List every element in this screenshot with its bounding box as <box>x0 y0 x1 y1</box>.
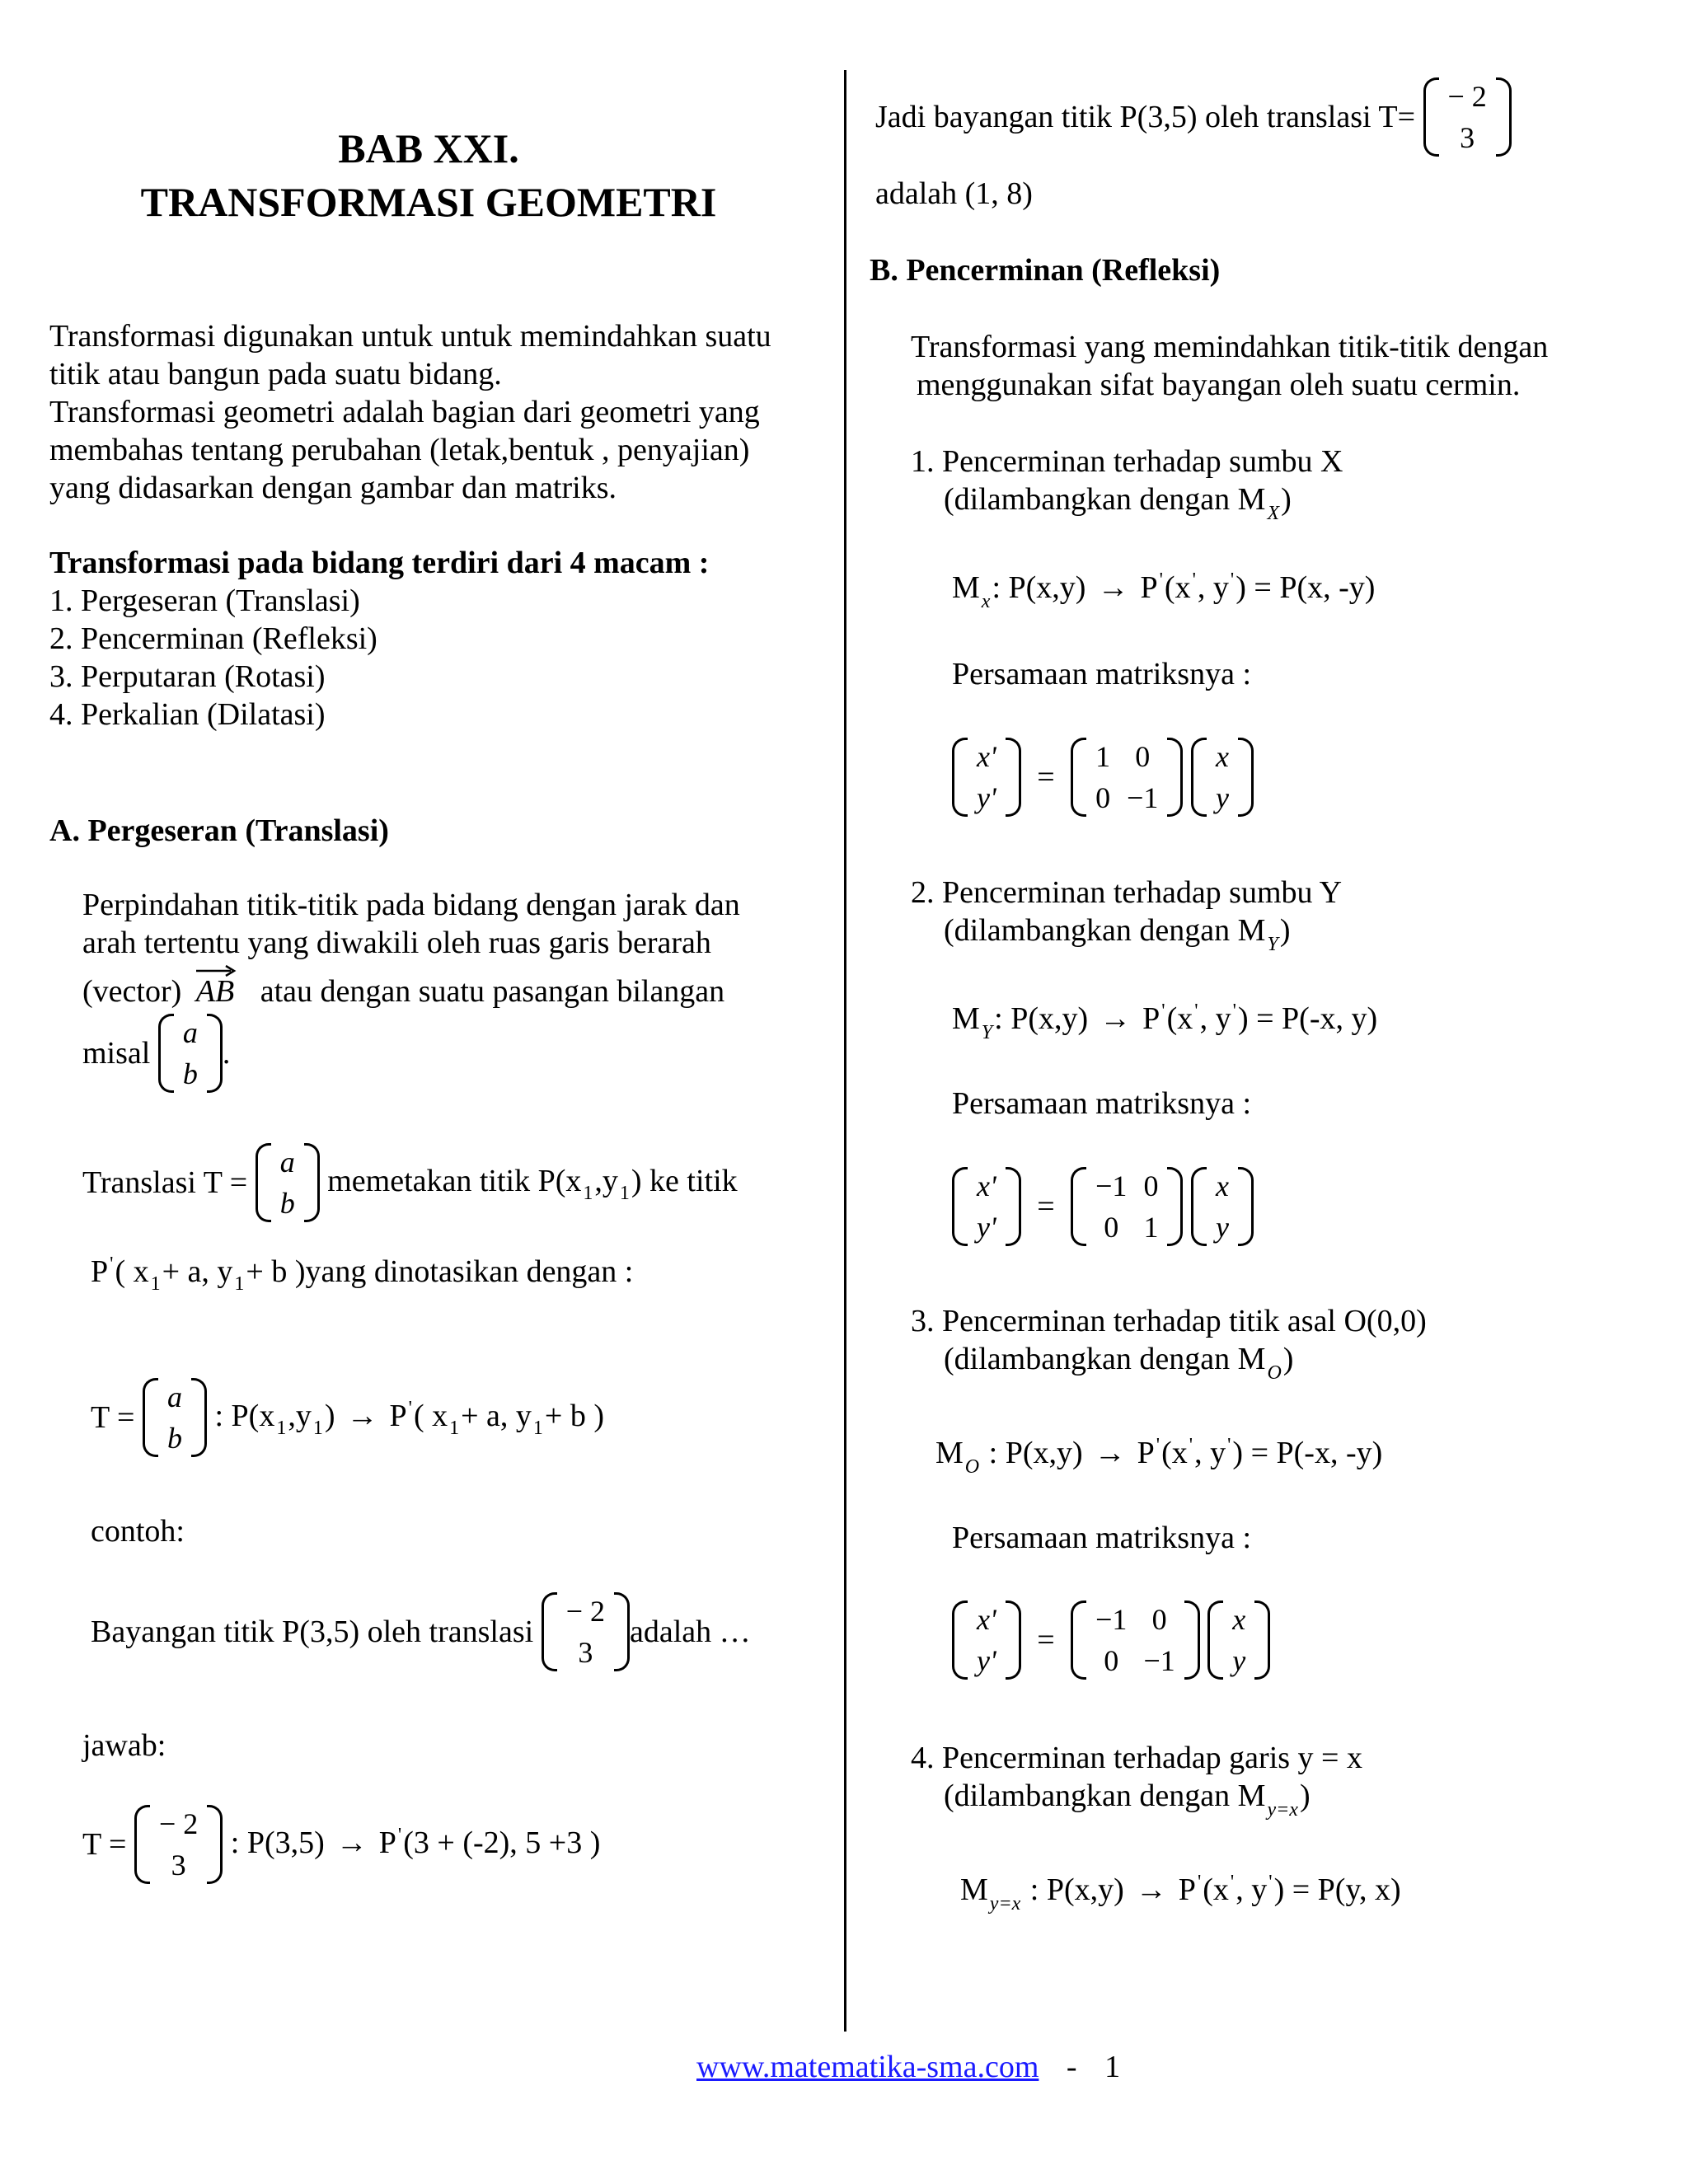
jadi-line: Jadi bayangan titik P(3,5) oleh translasi T= − 2 3 <box>875 76 1512 158</box>
reflection-4-title: 4. Pencerminan terhadap garis y = x <box>911 1741 1362 1775</box>
footer-website-link[interactable]: www.matematika-sma.com <box>696 2050 1039 2084</box>
reflection-1-persamaan: Persamaan matriksnya : <box>952 657 1252 691</box>
t-mapping: T = a b : $P(x_1,y_1) \to P'$( $x_1+ a$, $y_1+ b$ ) <box>91 1376 604 1459</box>
arrow-icon: → <box>1097 570 1129 605</box>
xy-vector: x y <box>1191 736 1254 818</box>
jawab-label: jawab: <box>82 1728 166 1763</box>
arrow-icon: → <box>1135 1872 1167 1907</box>
types-heading: Transformasi pada bidang terdiri dari 4 macam : <box>49 546 710 580</box>
reflection-2-title: 2. Pencerminan terhadap sumbu Y <box>911 875 1343 910</box>
reflection-3-persamaan: Persamaan matriksnya : <box>952 1521 1252 1555</box>
contoh-question: Bayangan titik P(3,5) oleh translasi − 2 3 adalah … <box>91 1591 751 1673</box>
jadi-matrix: − 2 3 <box>1423 76 1512 158</box>
footer <box>696 2048 1120 2086</box>
reflection-2-sub: (dilambangkan dengan $M_Y$) <box>944 913 1291 955</box>
reflection-4-sub: (dilambangkan dengan $M_{y=x}$) <box>944 1779 1311 1821</box>
types-item: 4. Perkalian (Dilatasi) <box>49 697 326 732</box>
translasi-matrix: a b <box>256 1141 320 1224</box>
reflection-4-formula: $M_{y=x}$ : P(x,y) → P'(x', y') = P(y, x) <box>960 1872 1401 1915</box>
xprime-vector: x' y' <box>952 1165 1021 1248</box>
contoh-matrix: − 2 3 <box>542 1591 630 1673</box>
section-a-text-vector: (vector) AB atau dengan suatu pasangan bilangan <box>82 972 724 1010</box>
reflection-3-sub: (dilambangkan dengan $M_O$) <box>944 1342 1294 1384</box>
jadi-result: adalah (1, 8) <box>875 176 1033 211</box>
reflection-2-matrix: −1 0 0 1 <box>1071 1165 1183 1248</box>
arrow-icon: → <box>335 1825 368 1860</box>
intro-line: yang didasarkan dengan gambar dan matriks. <box>49 471 617 505</box>
intro-line: membahas tentang perubahan (letak,bentuk , penyajian) <box>49 433 750 467</box>
section-a-text: Perpindahan titik-titik pada bidang dengan jarak dan <box>82 888 740 922</box>
reflection-1-matrix: 1 0 0 −1 <box>1071 736 1183 818</box>
section-a-heading: A. Pergeseran (Translasi) <box>49 813 389 848</box>
xprime-vector: x' y' <box>952 1599 1021 1681</box>
section-b-text: Transformasi yang memindahkan titik-titik dengan <box>911 330 1549 364</box>
misal-line: misal a b . <box>82 1012 230 1094</box>
arrow-icon: → <box>346 1398 378 1433</box>
footer-separator: - <box>1066 2050 1077 2084</box>
translasi-line: Translasi T = a b memetakan titik $P(x_1,y_1)$ ke titik <box>82 1141 738 1224</box>
reflection-1-sub: (dilambangkan dengan $M_X$) <box>944 482 1292 524</box>
t-matrix: a b <box>143 1376 207 1459</box>
arrow-icon: → <box>1100 1001 1132 1036</box>
types-item: 3. Perputaran (Rotasi) <box>49 659 326 694</box>
vector-ab-matrix: a b <box>158 1012 223 1094</box>
reflection-3-title: 3. Pencerminan terhadap titik asal O(0,0) <box>911 1304 1427 1338</box>
section-b-heading: B. Pencerminan (Refleksi) <box>870 253 1221 288</box>
types-item: 1. Pergeseran (Translasi) <box>49 583 360 618</box>
arrow-icon: → <box>1094 1436 1126 1470</box>
chapter-title: TRANSFORMASI GEOMETRI <box>140 179 717 225</box>
pprime-line: P'( $x_1+ a$, $y_1+ b$ )yang dinotasikan dengan : <box>91 1254 634 1295</box>
chapter-number: BAB XXI. <box>338 125 519 171</box>
page-number: 1 <box>1104 2050 1121 2084</box>
reflection-3-formula: $M_O$ : P(x,y) → P'(x', y') = P(-x, -y) <box>935 1435 1383 1478</box>
reflection-1-formula: $M_x$: P(x,y) → P'(x', y') = P(x, -y) <box>952 569 1376 612</box>
reflection-2-formula: $M_Y$: P(x,y) → P'(x', y') = P(-x, y) <box>952 1001 1378 1043</box>
reflection-1-title: 1. Pencerminan terhadap sumbu X <box>911 444 1343 479</box>
reflection-3-matrix: −1 0 0 −1 <box>1071 1599 1200 1681</box>
reflection-3-matrix-eq: x' y' = −1 0 0 −1 x y <box>952 1599 1270 1681</box>
jawab-mapping: T = − 2 3 : P(3,5) → P'(3 + (-2), 5 +3 ) <box>82 1803 600 1886</box>
reflection-1-matrix-eq: x' y' = 1 0 0 −1 x y <box>952 736 1254 818</box>
intro-line: titik atau bangun pada suatu bidang. <box>49 357 502 391</box>
types-item: 2. Pencerminan (Refleksi) <box>49 621 377 656</box>
reflection-2-persamaan: Persamaan matriksnya : <box>952 1086 1252 1121</box>
contoh-label: contoh: <box>91 1514 185 1549</box>
jawab-matrix: − 2 3 <box>134 1803 223 1886</box>
column-divider <box>844 70 846 2032</box>
vector-arrow-icon <box>195 964 237 977</box>
xprime-vector: x' y' <box>952 736 1021 818</box>
section-b-text: menggunakan sifat bayangan oleh suatu cermin. <box>917 368 1521 402</box>
xy-vector: x y <box>1207 1599 1270 1681</box>
reflection-2-matrix-eq: x' y' = −1 0 0 1 x y <box>952 1165 1254 1248</box>
section-a-text: arah tertentu yang diwakili oleh ruas garis berarah <box>82 926 711 960</box>
vector-ab: AB <box>196 972 234 1010</box>
intro-line: Transformasi digunakan untuk untuk memindahkan suatu <box>49 319 771 354</box>
xy-vector: x y <box>1191 1165 1254 1248</box>
intro-line: Transformasi geometri adalah bagian dari geometri yang <box>49 395 760 429</box>
